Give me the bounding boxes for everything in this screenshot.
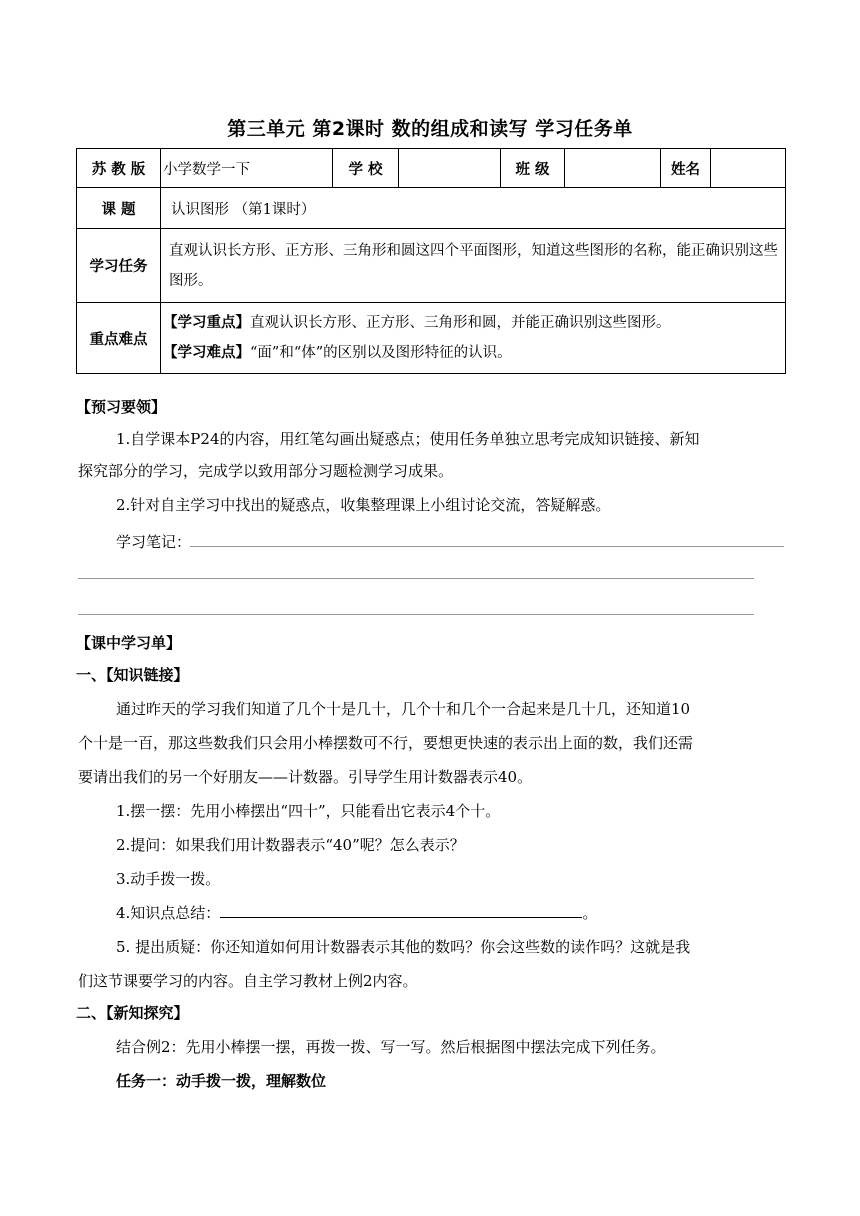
- school-label: 学 校: [333, 149, 399, 188]
- topic-label: 课 题: [77, 188, 161, 229]
- name-label: 姓名: [661, 149, 711, 188]
- p1-line1: 通过昨天的学习我们知道了几个十是几十，几个十和几个一合起来是几十几，还知道10: [116, 700, 691, 718]
- p1-line2: 个十是一百，那这些数我们只会用小棒摆数可不行，要想更快速的表示出上面的数，我们还需: [78, 734, 694, 752]
- section1-heading: 一、【知识链接】: [76, 666, 189, 684]
- info-table: [76, 148, 786, 374]
- task-value: 直观认识长方形、正方形、三角形和圆这四个平面图形，知道这些图形的名称，能正确识别这些图形。: [161, 229, 786, 303]
- step5-line1: 5. 提出质疑：你还知道如何用计数器表示其他的数吗？你会这些数的读作吗？这就是我: [116, 938, 691, 956]
- notes-label: 学习笔记：: [116, 533, 192, 551]
- key-point-text: 直观认识长方形、正方形、三角形和圆，并能正确识别这些图形。: [250, 315, 671, 331]
- task-label: 学习任务: [77, 229, 161, 303]
- page-title: 第三单元 第2课时 数的组成和读写 学习任务单: [227, 118, 633, 140]
- name-field[interactable]: [711, 149, 786, 188]
- task1: 任务一：动手拨一拨，理解数位: [116, 1072, 327, 1090]
- difficult-tag: 【学习难点】: [163, 344, 250, 361]
- school-field[interactable]: [399, 149, 501, 188]
- difficult-point: [163, 338, 779, 368]
- edition-value: 小学数学一下: [161, 149, 333, 188]
- step4: [116, 902, 597, 923]
- step1: 1.摆一摆：先用小棒摆出“四十”，只能看出它表示4个十。: [116, 802, 501, 820]
- preview-item1-line1: 1.自学课本P24的内容，用红笔勾画出疑惑点；使用任务单独立思考完成知识链接、新知: [116, 430, 700, 448]
- preview-item1-line2: 探究部分的学习，完成学以致用部分习题检测学习成果。: [78, 462, 454, 480]
- preview-heading: 【预习要领】: [76, 398, 167, 416]
- key-value: [161, 303, 786, 374]
- step2: 2.提问：如果我们用计数器表示“40”呢？怎么表示？: [116, 836, 465, 854]
- p1-line3: 要请出我们的另一个好朋友——计数器。引导学生用计数器表示40。: [78, 768, 533, 786]
- class-label: 班 级: [501, 149, 565, 188]
- step4-end: 。: [582, 904, 598, 922]
- notes-line-1[interactable]: [190, 546, 784, 547]
- class-field[interactable]: [565, 149, 661, 188]
- preview-item2: 2.针对自主学习中找出的疑惑点，收集整理课上小组讨论交流，答疑解惑。: [116, 496, 611, 514]
- topic-value: 认识图形 （第1课时）: [161, 188, 786, 229]
- step5-line2: 们这节课要学习的内容。自主学习教材上例2内容。: [78, 972, 418, 990]
- summary-blank[interactable]: [220, 903, 582, 918]
- step4-label: 4.知识点总结：: [116, 904, 221, 922]
- key-point: [163, 308, 779, 338]
- section2-heading: 二、【新知探究】: [76, 1004, 189, 1022]
- p2: 结合例2：先用小棒摆一摆，再拨一拨、写一写。然后根据图中摆法完成下列任务。: [116, 1038, 666, 1056]
- key-point-tag: 【学习重点】: [163, 314, 250, 331]
- step3: 3.动手拨一拨。: [116, 870, 221, 888]
- key-label: 重点难点: [77, 303, 161, 374]
- notes-line-3[interactable]: [78, 614, 754, 615]
- class-sheet-heading: 【课中学习单】: [76, 634, 182, 652]
- edition-label: 苏 教 版: [77, 149, 161, 188]
- notes-line-2[interactable]: [78, 578, 754, 579]
- difficult-text: “面”和“体”的区别以及图形特征的认识。: [250, 345, 512, 361]
